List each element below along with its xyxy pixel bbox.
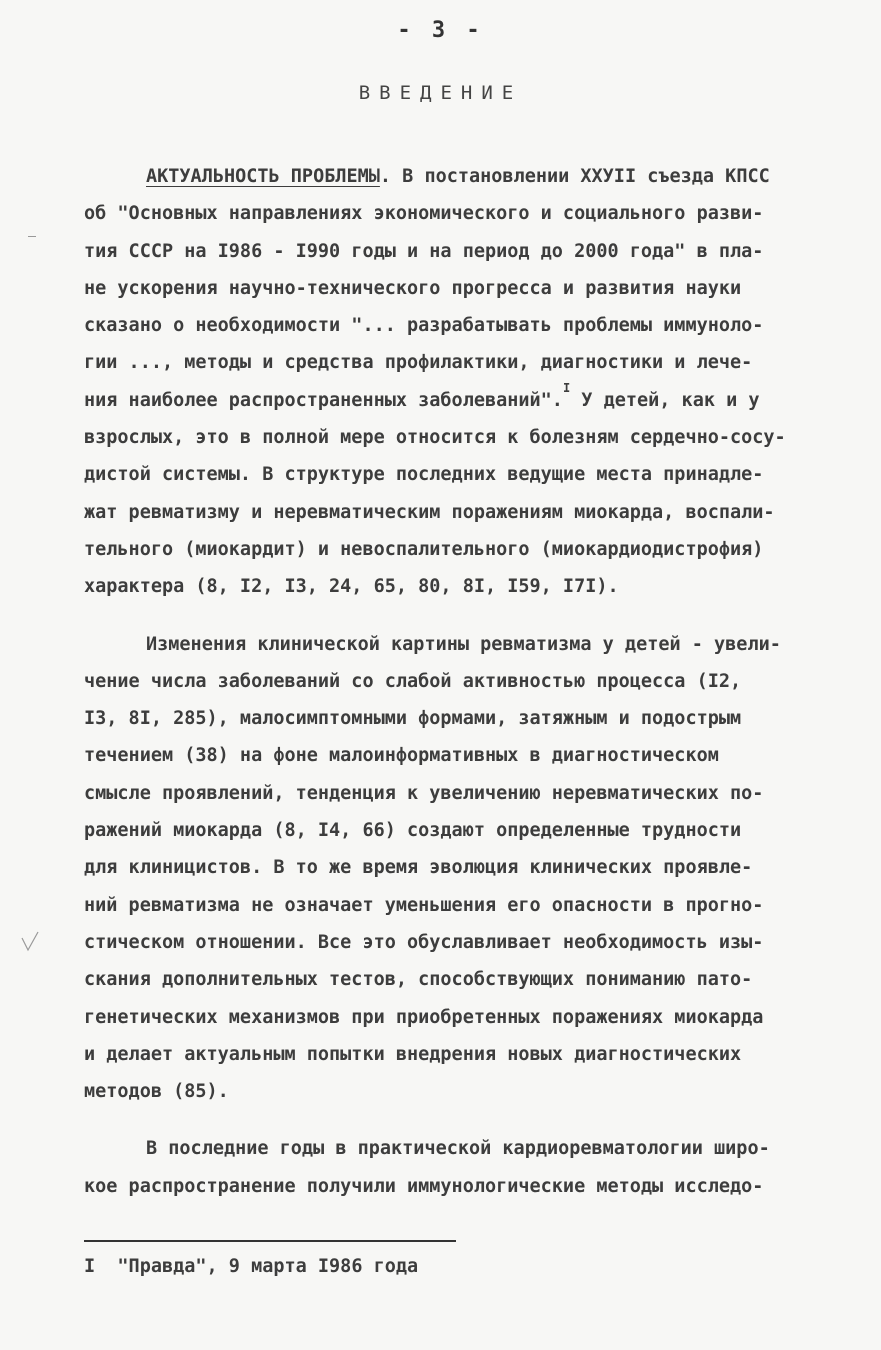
footnote-ref: I: [562, 380, 571, 395]
text-line: [84, 233, 836, 270]
footnote: [84, 1256, 418, 1277]
text-line: [84, 531, 836, 568]
text-span: сказано о необходимости "... разрабатывать проблемы иммуноло-: [84, 315, 764, 337]
text-line: [84, 195, 836, 232]
text-span: ния наиболее распространенных заболеваний".: [84, 389, 563, 411]
text-span: чение числа заболеваний со слабой активностью процесса (I2,: [84, 670, 742, 692]
text-line: [84, 382, 836, 419]
text-line: [84, 887, 836, 924]
text-line: [84, 924, 836, 961]
footnote-separator: [84, 1240, 456, 1242]
text-line: [84, 568, 836, 605]
text-span: дистой системы. В структуре последних ведущие места принадле-: [84, 464, 764, 486]
text-span: течением (38) на фоне малоинформативных в диагностическом: [84, 745, 719, 767]
text-span: тельного (миокардит) и невоспалительного (миокардиодистрофия): [84, 538, 764, 560]
text-line: [84, 999, 836, 1036]
text-span: жат ревматизму и неревматическим поражениям миокарда, воспали-: [84, 501, 775, 523]
text-span: ражений миокарда (8, I4, 66) создают определенные трудности: [84, 820, 742, 842]
paragraph: [84, 1130, 836, 1205]
text-span: гии ..., методы и средства профилактики, диагностики и лече-: [84, 352, 753, 374]
text-span: об "Основных направлениях экономического и социального разви-: [84, 203, 764, 225]
text-line: [84, 344, 836, 381]
text-line: [84, 456, 836, 493]
paragraph: [84, 158, 836, 606]
text-line: [84, 663, 836, 700]
paragraph-gap: [84, 1110, 836, 1130]
text-line: [84, 812, 836, 849]
text-line: [84, 626, 836, 663]
text-span: для клиницистов. В то же время эволюция клинических проявле-: [84, 857, 753, 879]
text-span: Изменения клинической картины ревматизма у детей - увели-: [146, 633, 781, 655]
text-span: и делает актуальным попытки внедрения новых диагностических: [84, 1043, 742, 1065]
text-span: смысле проявлений, тенденция к увеличению неревматических по-: [84, 782, 764, 804]
footnote-marker: I: [84, 1256, 96, 1277]
text-line: [84, 1168, 836, 1205]
text-span: скания дополнительных тестов, способствующих пониманию пато-: [84, 969, 753, 991]
text-line: [84, 1073, 836, 1110]
paragraph: [84, 626, 836, 1111]
text-line: [84, 775, 836, 812]
document-body: [84, 158, 836, 1205]
margin-dash-mark: [28, 236, 36, 237]
text-line: [84, 307, 836, 344]
text-span: методов (85).: [84, 1081, 229, 1103]
text-span: ний ревматизма не означает уменьшения его опасности в прогно-: [84, 894, 764, 916]
text-line: [84, 270, 836, 307]
text-span: I3, 8I, 285), малосимптомными формами, затяжным и подострым: [84, 708, 742, 730]
text-span: генетических механизмов при приобретенных поражениях миокарда: [84, 1006, 764, 1028]
margin-checkmark-icon: [20, 930, 40, 954]
text-span: В последние годы в практической кардиоревматологии широ-: [146, 1138, 770, 1160]
section-title: ВВЕДЕНИЕ: [358, 82, 523, 104]
text-line: [84, 737, 836, 774]
text-span: тия СССР на I986 - I990 годы и на период до 2000 года" в пла-: [84, 240, 764, 262]
text-line: [84, 1130, 836, 1167]
text-span: У детей, как и у: [570, 389, 760, 411]
text-line: [84, 419, 836, 456]
text-line: [84, 700, 836, 737]
paragraph-gap: [84, 606, 836, 626]
text-span: не ускорения научно-технического прогресса и развития науки: [84, 277, 742, 299]
text-span: стическом отношении. Все это обуславливает необходимость изы-: [84, 931, 764, 953]
text-line: [84, 849, 836, 886]
text-line: [84, 494, 836, 531]
text-line: [84, 158, 836, 195]
footnote-text: "Правда", 9 марта I986 года: [117, 1256, 419, 1277]
text-line: [84, 961, 836, 998]
underlined-heading: АКТУАЛЬНОСТЬ ПРОБЛЕМЫ: [146, 166, 380, 187]
page-number: - 3 -: [397, 18, 484, 43]
text-line: [84, 1036, 836, 1073]
text-span: . В постановлении ХХУII съезда КПСС: [379, 166, 770, 187]
text-span: характера (8, I2, I3, 24, 65, 80, 8I, I59, I7I).: [84, 576, 619, 598]
text-span: взрослых, это в полной мере относится к болезням сердечно-сосу-: [84, 427, 786, 449]
text-span: кое распространение получили иммунологические методы исследо-: [84, 1175, 764, 1197]
